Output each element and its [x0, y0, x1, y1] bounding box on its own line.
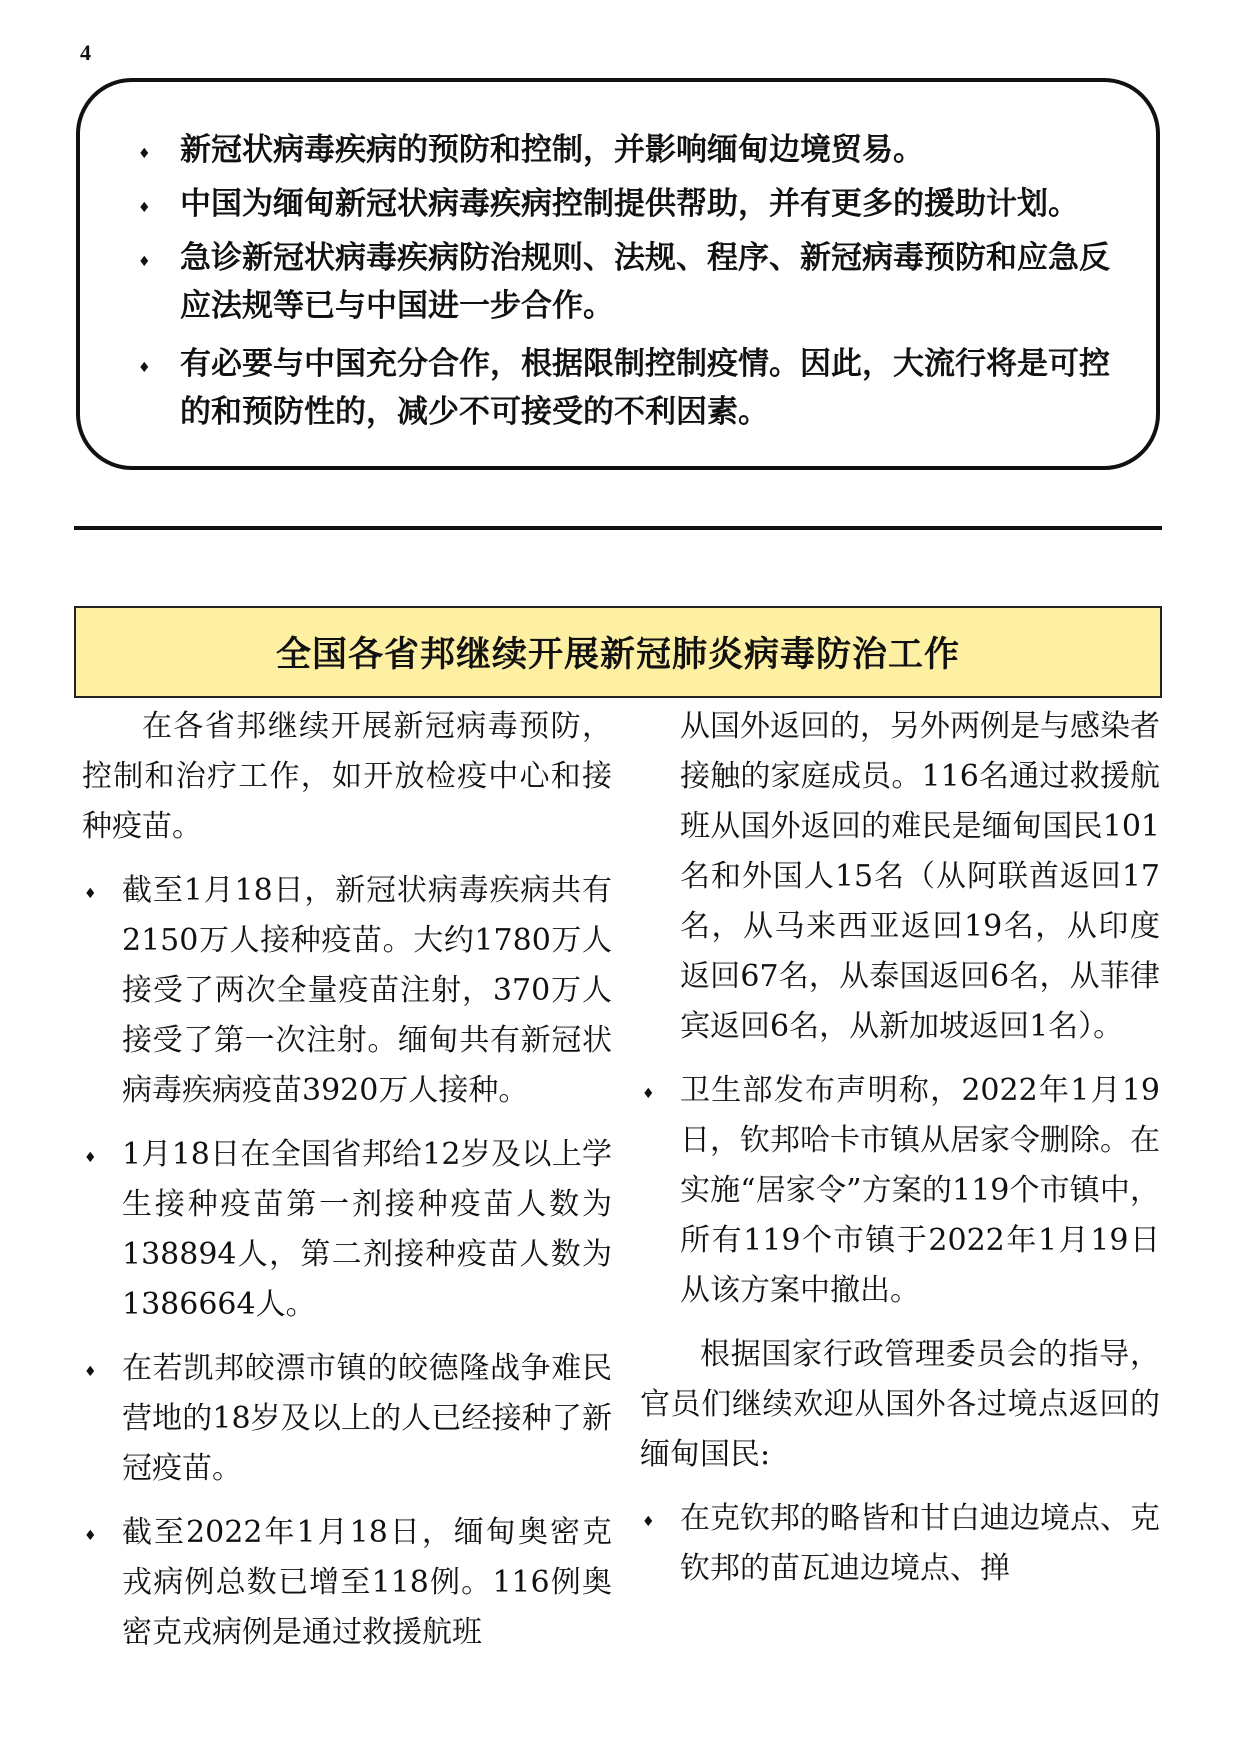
summary-item-text: 新冠状病毒疾病的预防和控制，并影响缅甸边境贸易。 — [180, 132, 924, 168]
list-item — [82, 866, 612, 1116]
list-item — [82, 1130, 612, 1330]
list-item — [640, 1066, 1160, 1316]
section-divider — [74, 526, 1162, 530]
list-item-text: 卫生部发布声明称，2022年1月19日，钦邦哈卡市镇从居家令删除。在实施“居家令”方案的119个市镇中，所有119个市镇于2022年1月19日从该方案中撤出。 — [680, 1073, 1160, 1308]
diamond-bullet-icon: ♦ — [642, 1086, 655, 1102]
list-item-text: 截至1月18日，新冠状病毒疾病共有2150万人接种疫苗。大约1780万人接受了两次全量疫苗注射，370万人接受了第一次注射。缅甸共有新冠状病毒疾病疫苗3920万人接种。 — [122, 873, 612, 1108]
summary-item — [120, 126, 1116, 174]
diamond-bullet-icon: ♦ — [138, 200, 151, 216]
body-paragraph: 根据国家行政管理委员会的指导，官员们继续欢迎从国外各过境点返回的缅甸国民: — [640, 1337, 1160, 1472]
diamond-bullet-icon: ♦ — [84, 1364, 97, 1380]
summary-item — [120, 180, 1116, 228]
list-item — [82, 1344, 612, 1494]
left-column — [82, 702, 612, 1672]
section-header — [74, 606, 1162, 698]
summary-item-text: 有必要与中国充分合作，根据限制控制疫情。因此，大流行将是可控的和预防性的，减少不可接受的不利因素。 — [180, 346, 1110, 430]
list-item — [82, 1508, 612, 1658]
list-item-text: 在克钦邦的略皆和甘白迪边境点、克钦邦的苗瓦迪边境点、掸 — [680, 1501, 1160, 1586]
summary-box — [76, 78, 1160, 470]
summary-list — [120, 126, 1116, 436]
list-item-text: 截至2022年1月18日，缅甸奥密克戎病例总数已增至118例。116例奥密克戎病例是通过救援航班 — [122, 1515, 612, 1650]
section-title: 全国各省邦继续开展新冠肺炎病毒防治工作 — [275, 635, 960, 675]
summary-item-text: 中国为缅甸新冠状病毒疾病控制提供帮助，并有更多的援助计划。 — [180, 186, 1079, 222]
intro-paragraph: 在各省邦继续开展新冠病毒预防，控制和治疗工作，如开放检疫中心和接种疫苗。 — [82, 709, 612, 844]
list-item-text: 1月18日在全国省邦给12岁及以上学生接种疫苗第一剂接种疫苗人数为138894人，第二剂接种疫苗人数为1386664人。 — [122, 1137, 612, 1322]
diamond-bullet-icon: ♦ — [84, 886, 97, 902]
diamond-bullet-icon: ♦ — [642, 1514, 655, 1530]
list-item — [640, 1494, 1160, 1594]
summary-item — [120, 234, 1116, 330]
right-column — [640, 702, 1160, 1608]
diamond-bullet-icon: ♦ — [84, 1528, 97, 1544]
list-item-text: 在若凯邦皎漂市镇的皎德隆战争难民营地的18岁及以上的人已经接种了新冠疫苗。 — [122, 1351, 612, 1486]
summary-item-text: 急诊新冠状病毒疾病防治规则、法规、程序、新冠病毒预防和应急反应法规等已与中国进一步合作。 — [180, 240, 1110, 324]
continued-text: 从国外返回的，另外两例是与感染者接触的家庭成员。116名通过救援航班从国外返回的难民是缅甸国民101名和外国人15名（从阿联酋返回17名，从马来西亚返回19名，从印度返回67名，从泰国返回6名，从菲律宾返回6名，从新加坡返回1名）。 — [680, 709, 1160, 1044]
diamond-bullet-icon: ♦ — [138, 254, 151, 270]
diamond-bullet-icon: ♦ — [138, 146, 151, 162]
diamond-bullet-icon: ♦ — [84, 1150, 97, 1166]
diamond-bullet-icon: ♦ — [138, 360, 151, 376]
summary-item — [120, 340, 1116, 436]
page-number: 4 — [80, 40, 91, 65]
